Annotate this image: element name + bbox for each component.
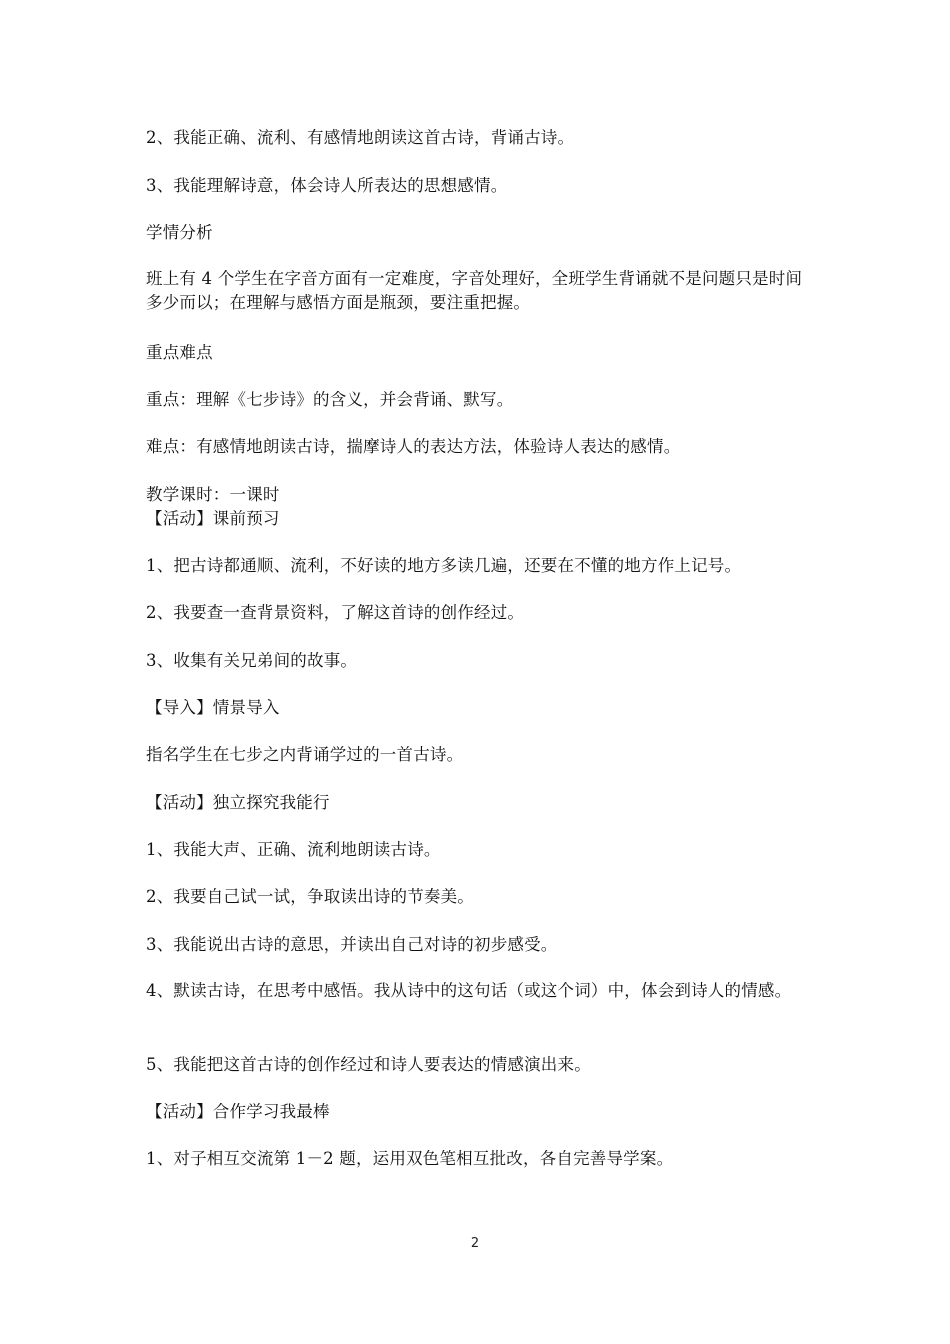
introduction-text: 指名学生在七步之内背诵学过的一首古诗。: [146, 745, 464, 764]
key-point: 重点：理解《七步诗》的含义，并会背诵、默写。: [146, 390, 514, 409]
inquiry-item-4: 4、默读古诗，在思考中感悟。我从诗中的这句话（或这个词）中，体会到诗人的情感。: [146, 981, 792, 1000]
section-heading-key-points: 重点难点: [146, 343, 213, 362]
inquiry-item-1: 1、我能大声、正确、流利地朗读古诗。: [146, 840, 441, 859]
section-heading-independent-inquiry: 【活动】独立探究我能行: [146, 793, 330, 812]
preview-item-3: 3、收集有关兄弟间的故事。: [146, 651, 358, 670]
learner-analysis-paragraph: 班上有 4 个学生在字音方面有一定难度，字音处理好，全班学生背诵就不是问题只是时间多少而以；在理解与感悟方面是瓶颈，要注重把握。: [146, 269, 803, 312]
objective-2: 2、我能正确、流利、有感情地朗读这首古诗，背诵古诗。: [146, 128, 575, 147]
page-number: 2: [470, 1236, 480, 1251]
section-heading-preview: 【活动】课前预习: [146, 509, 280, 528]
cooperative-item-1: 1、对子相互交流第 1－2 题，运用双色笔相互批改，各自完善导学案。: [146, 1149, 674, 1168]
class-hours: 教学课时：一课时: [146, 485, 280, 504]
difficult-point: 难点：有感情地朗读古诗，揣摩诗人的表达方法，体验诗人表达的感情。: [146, 437, 681, 456]
preview-item-1: 1、把古诗都通顺、流利，不好读的地方多读几遍，还要在不懂的地方作上记号。: [146, 556, 742, 575]
objective-3: 3、我能理解诗意，体会诗人所表达的思想感情。: [146, 176, 508, 195]
inquiry-item-3: 3、我能说出古诗的意思，并读出自己对诗的初步感受。: [146, 935, 558, 954]
section-heading-cooperative-learning: 【活动】合作学习我最棒: [146, 1102, 330, 1121]
inquiry-item-2: 2、我要自己试一试，争取读出诗的节奏美。: [146, 887, 474, 906]
section-heading-introduction: 【导入】情景导入: [146, 698, 280, 717]
inquiry-item-5: 5、我能把这首古诗的创作经过和诗人要表达的情感演出来。: [146, 1055, 591, 1074]
preview-item-2: 2、我要查一查背景资料，了解这首诗的创作经过。: [146, 603, 525, 622]
section-heading-learner-analysis: 学情分析: [146, 223, 213, 242]
